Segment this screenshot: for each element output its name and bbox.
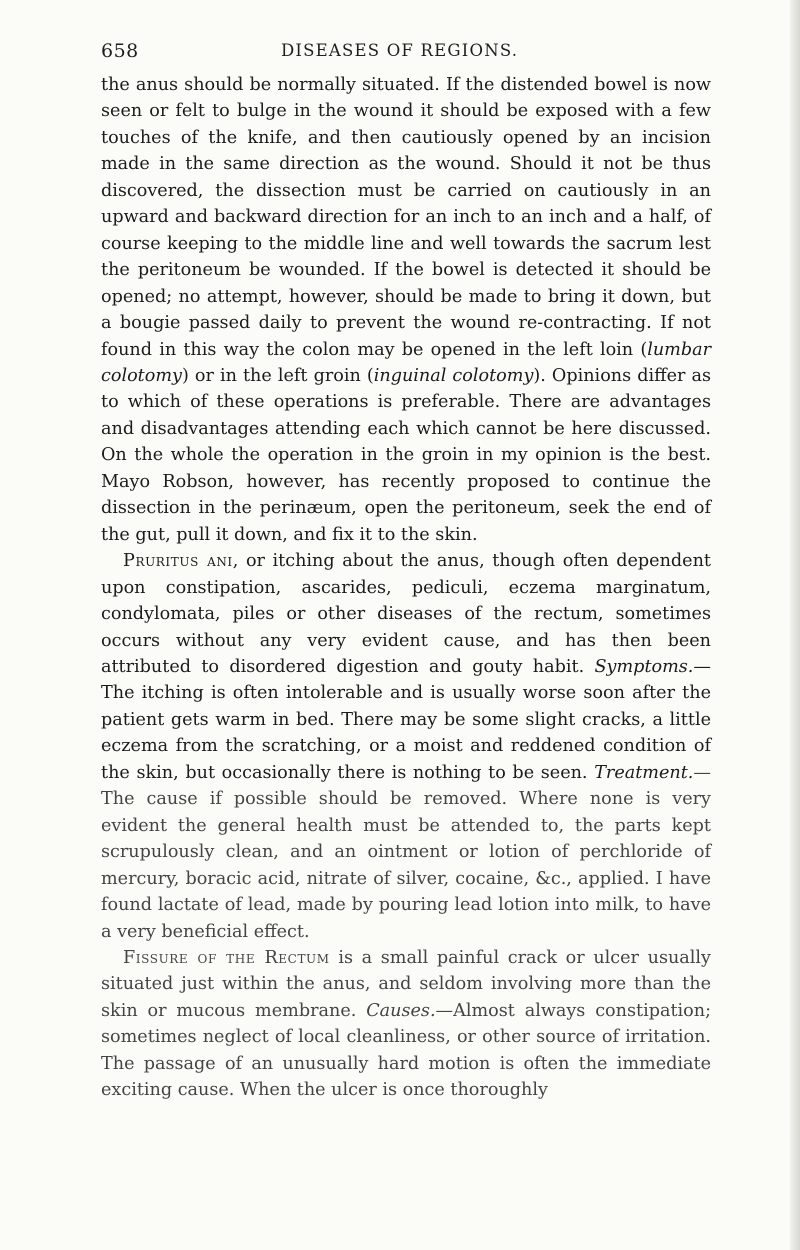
paragraph-text: the anus should be normally situated. If the distended bowel is now seen or felt to bulge in the wound it should be exposed with a few touches of the knife, and then cautiously opened by an incision made in the same direction as the wound. Should it not be thus discovered, the dissection must be carried on cautiously in an upward and backward direction for an inch to an inch and a half, of course keeping to the middle line and well towards the sacrum lest the peritoneum be wounded. If the bowel is detected it should be opened; no attempt, however, should be made to bring it down, but a bougie passed daily to prevent the wound re-contracting. If not found in this way the colon may be opened in the left loin (	[101, 75, 711, 360]
paragraph-text: is a small painful crack or ulcer usually situated just within the anus, and seldom involving more than the skin or mucous membrane.	[101, 947, 711, 1021]
paragraph-text: —Almost always constipation; sometimes neglect of local cleanliness, or other source of irritation. The passage of an unusually hard motion is often the immediate exciting cause. When the ulcer is once thoroughly	[101, 1000, 711, 1101]
body-text	[101, 72, 711, 1104]
paragraph-fissure-of-rectum	[101, 945, 711, 1104]
paragraph-text: ). Opinions differ as to which of these operations is preferable. There are advantages and disadvantages attending each which cannot be here discussed. On the whole the operation in the groin in my opinion is the best. Mayo Robson, however, has recently proposed to continue the dissection in the perinæum, open the peritoneum, seek the end of the gut, pull it down, and fix it to the skin.	[101, 365, 712, 545]
section-heading-fissure-of-rectum: Fissure of the Rectum	[123, 947, 330, 968]
paragraph-colotomy	[101, 72, 711, 548]
paragraph-text: ) or in the left groin (	[181, 365, 374, 386]
paragraph-text: , or itching about the anus, though often dependent upon constipation, ascarides, pediculi, eczema marginatum, condylomata, piles or other diseases of the rectum, sometimes occurs without any very evident cause, and has then been attributed to disordered digestion and gouty habit.	[101, 551, 711, 677]
page-number: 658	[101, 40, 139, 62]
italic-term-inguinal-colotomy: inguinal colotomy	[373, 365, 534, 386]
running-head: DISEASES OF REGIONS.	[281, 41, 519, 60]
subheading-causes: Causes.	[366, 1000, 436, 1021]
paragraph-pruritus-ani	[101, 548, 711, 945]
page-header	[101, 40, 701, 70]
section-heading-pruritus-ani: Pruritus ani	[123, 551, 233, 572]
italic-term-lumbar-colotomy: lumbar colotomy	[101, 339, 711, 386]
paragraph-text: —The itching is often intolerable and is usually worse soon after the patient gets warm in bed. There may be some slight cracks, a little eczema from the scratching, or a moist and reddened condition of the skin, but occasionally there is nothing to be seen.	[101, 656, 711, 783]
paragraph-text: —The cause if possible should be removed. Where none is very evident the general health must be attended to, the parts kept scrupulously clean, and an ointment or lotion of perchloride of mercury, boracic acid, nitrate of silver, cocaine, &c., applied. I have found lactate of lead, made by pouring lead lotion into milk, to have a very beneficial effect.	[101, 762, 711, 942]
subheading-treatment: Treatment.	[594, 762, 694, 783]
subheading-symptoms: Symptoms.	[594, 656, 694, 677]
page-edge-shadow	[790, 0, 800, 1250]
